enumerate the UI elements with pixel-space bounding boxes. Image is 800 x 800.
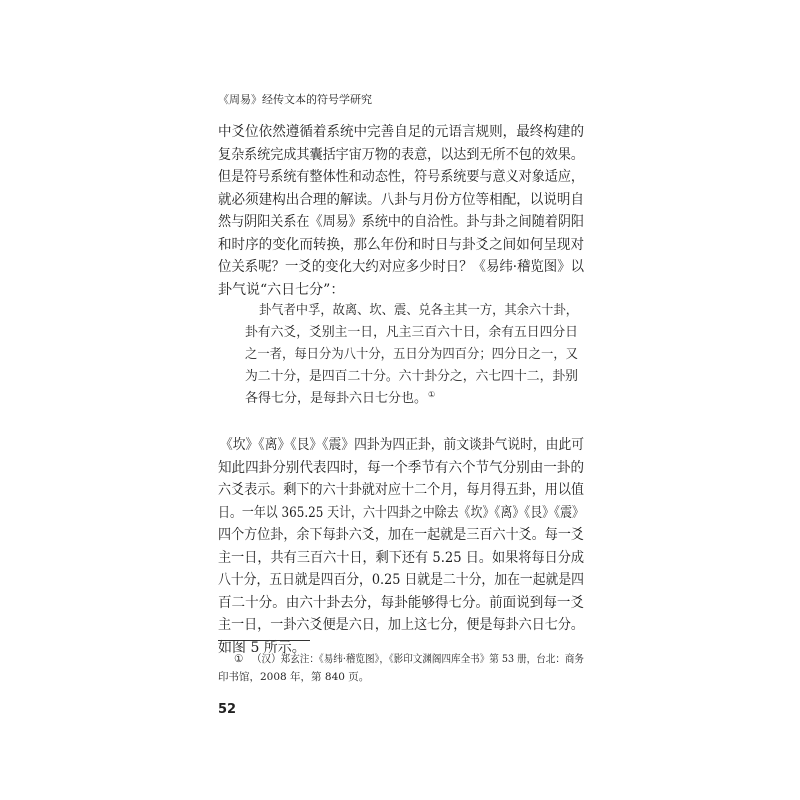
block-quote [245, 300, 578, 410]
line-text: 如图 5 所示。 [218, 639, 306, 656]
footnote-separator [218, 640, 310, 641]
line-text: 之一者，每日分为八十分，五日分为四百分；四分日之一，又 [245, 347, 578, 362]
paragraph-1-line [218, 256, 584, 279]
paragraph-2-line [218, 547, 584, 570]
line-text: （汉）郑玄注：《易纬·稽览图》，《影印文渊阁四库全书》第 53 册，台北：商务 [252, 653, 584, 665]
line-text: 八十分，五日就是四百分，0.25 日就是二十分，加在一起就是四 [218, 572, 584, 588]
line-text: 然与阴阳关系在《周易》系统中的自洽性。卦与卦之间随着阴阳 [218, 214, 584, 230]
paragraph-1-line [218, 144, 584, 167]
paragraph-2-line [218, 457, 584, 480]
line-text: 卦气者中孚，故离、坎、震、兑各主其一方，其余六十卦， [259, 303, 578, 318]
line-text: 主一日，一卦六爻便是六日，加上这七分，便是每卦六日七分。 [218, 617, 584, 633]
line-text: 但是符号系统有整体性和动态性，符号系统要与意义对象适应， [218, 169, 584, 185]
line-text: 印书馆，2008 年，第 840 页。 [218, 671, 370, 683]
paragraph-2 [218, 434, 584, 659]
block-quote-line [245, 344, 578, 366]
line-text: 卦气说“六日七分”： [218, 281, 345, 298]
block-quote-line [245, 322, 578, 344]
line-text: 主一日，共有三百六十日，剩下还有 5.25 日。如果将每日分成 [218, 549, 584, 566]
footnote-line [218, 668, 584, 686]
paragraph-1 [218, 121, 584, 301]
paragraph-2-line [218, 614, 584, 637]
line-text: 位关系呢？一爻的变化大约对应多少时日？《易纬·稽览图》以 [218, 259, 584, 275]
line-text: 各得七分，是每卦六日七分也。 [245, 391, 428, 406]
line-text: 六爻表示。剩下的六十卦就对应十二个月，每月得五卦，用以值 [218, 482, 584, 498]
footnote-line [252, 650, 584, 668]
line-text: 复杂系统完成其囊括宇宙万物的表意，以达到无所不包的效果。 [218, 146, 584, 163]
line-text: 就必须建构出合理的解读。八卦与月份方位等相配，以说明自 [218, 191, 584, 208]
block-quote-line [259, 300, 578, 322]
line-text: 日。一年以 365.25 天计，六十四卦之中除去《坎》《离》《艮》《震》 [218, 504, 584, 521]
paragraph-2-line [220, 434, 584, 457]
paragraph-1-line [218, 234, 584, 257]
paragraph-2-line [218, 524, 584, 547]
paragraph-2-line [218, 592, 584, 615]
line-text: 卦有六爻，爻别主一日，凡主三百六十日，余有五日四分日 [245, 325, 578, 340]
line-text: 四个方位卦，余下每卦六爻，加在一起就是三百六十爻。每一爻 [218, 527, 584, 543]
paragraph-2-line [218, 502, 584, 525]
footnote-reference: ① [428, 389, 436, 399]
block-quote-line [245, 366, 578, 388]
line-text: 为二十分，是四百二十分。六十卦分之，六七四十二，卦别 [245, 369, 578, 384]
block-quote-line [245, 388, 578, 410]
paragraph-1-line [218, 279, 584, 302]
footnote [218, 650, 584, 686]
running-head: 《周易》经传文本的符号学研究 [218, 93, 372, 106]
line-text: 中爻位依然遵循着系统中完善自足的元语言规则，最终构建的 [218, 124, 584, 140]
paragraph-1-line [218, 189, 584, 212]
footnote-mark: ① [234, 653, 244, 665]
paragraph-1-line [218, 121, 584, 144]
line-text: 百二十分。由六十卦去分，每卦能够得七分。前面说到每一爻 [218, 594, 584, 611]
line-text: 和时序的变化而转换，那么年份和时日与卦爻之间如何呈现对 [218, 236, 584, 253]
paragraph-2-line [218, 569, 584, 592]
paragraph-1-line [218, 166, 584, 189]
paragraph-1-line [218, 211, 584, 234]
line-text: 《坎》《离》《艮》《震》四卦为四正卦，前文谈卦气说时，由此可 [220, 437, 584, 453]
paragraph-2-line [218, 479, 584, 502]
line-text: 知此四卦分别代表四时，每一个季节有六个节气分别由一卦的 [218, 459, 584, 476]
page-number: 52 [218, 702, 237, 717]
